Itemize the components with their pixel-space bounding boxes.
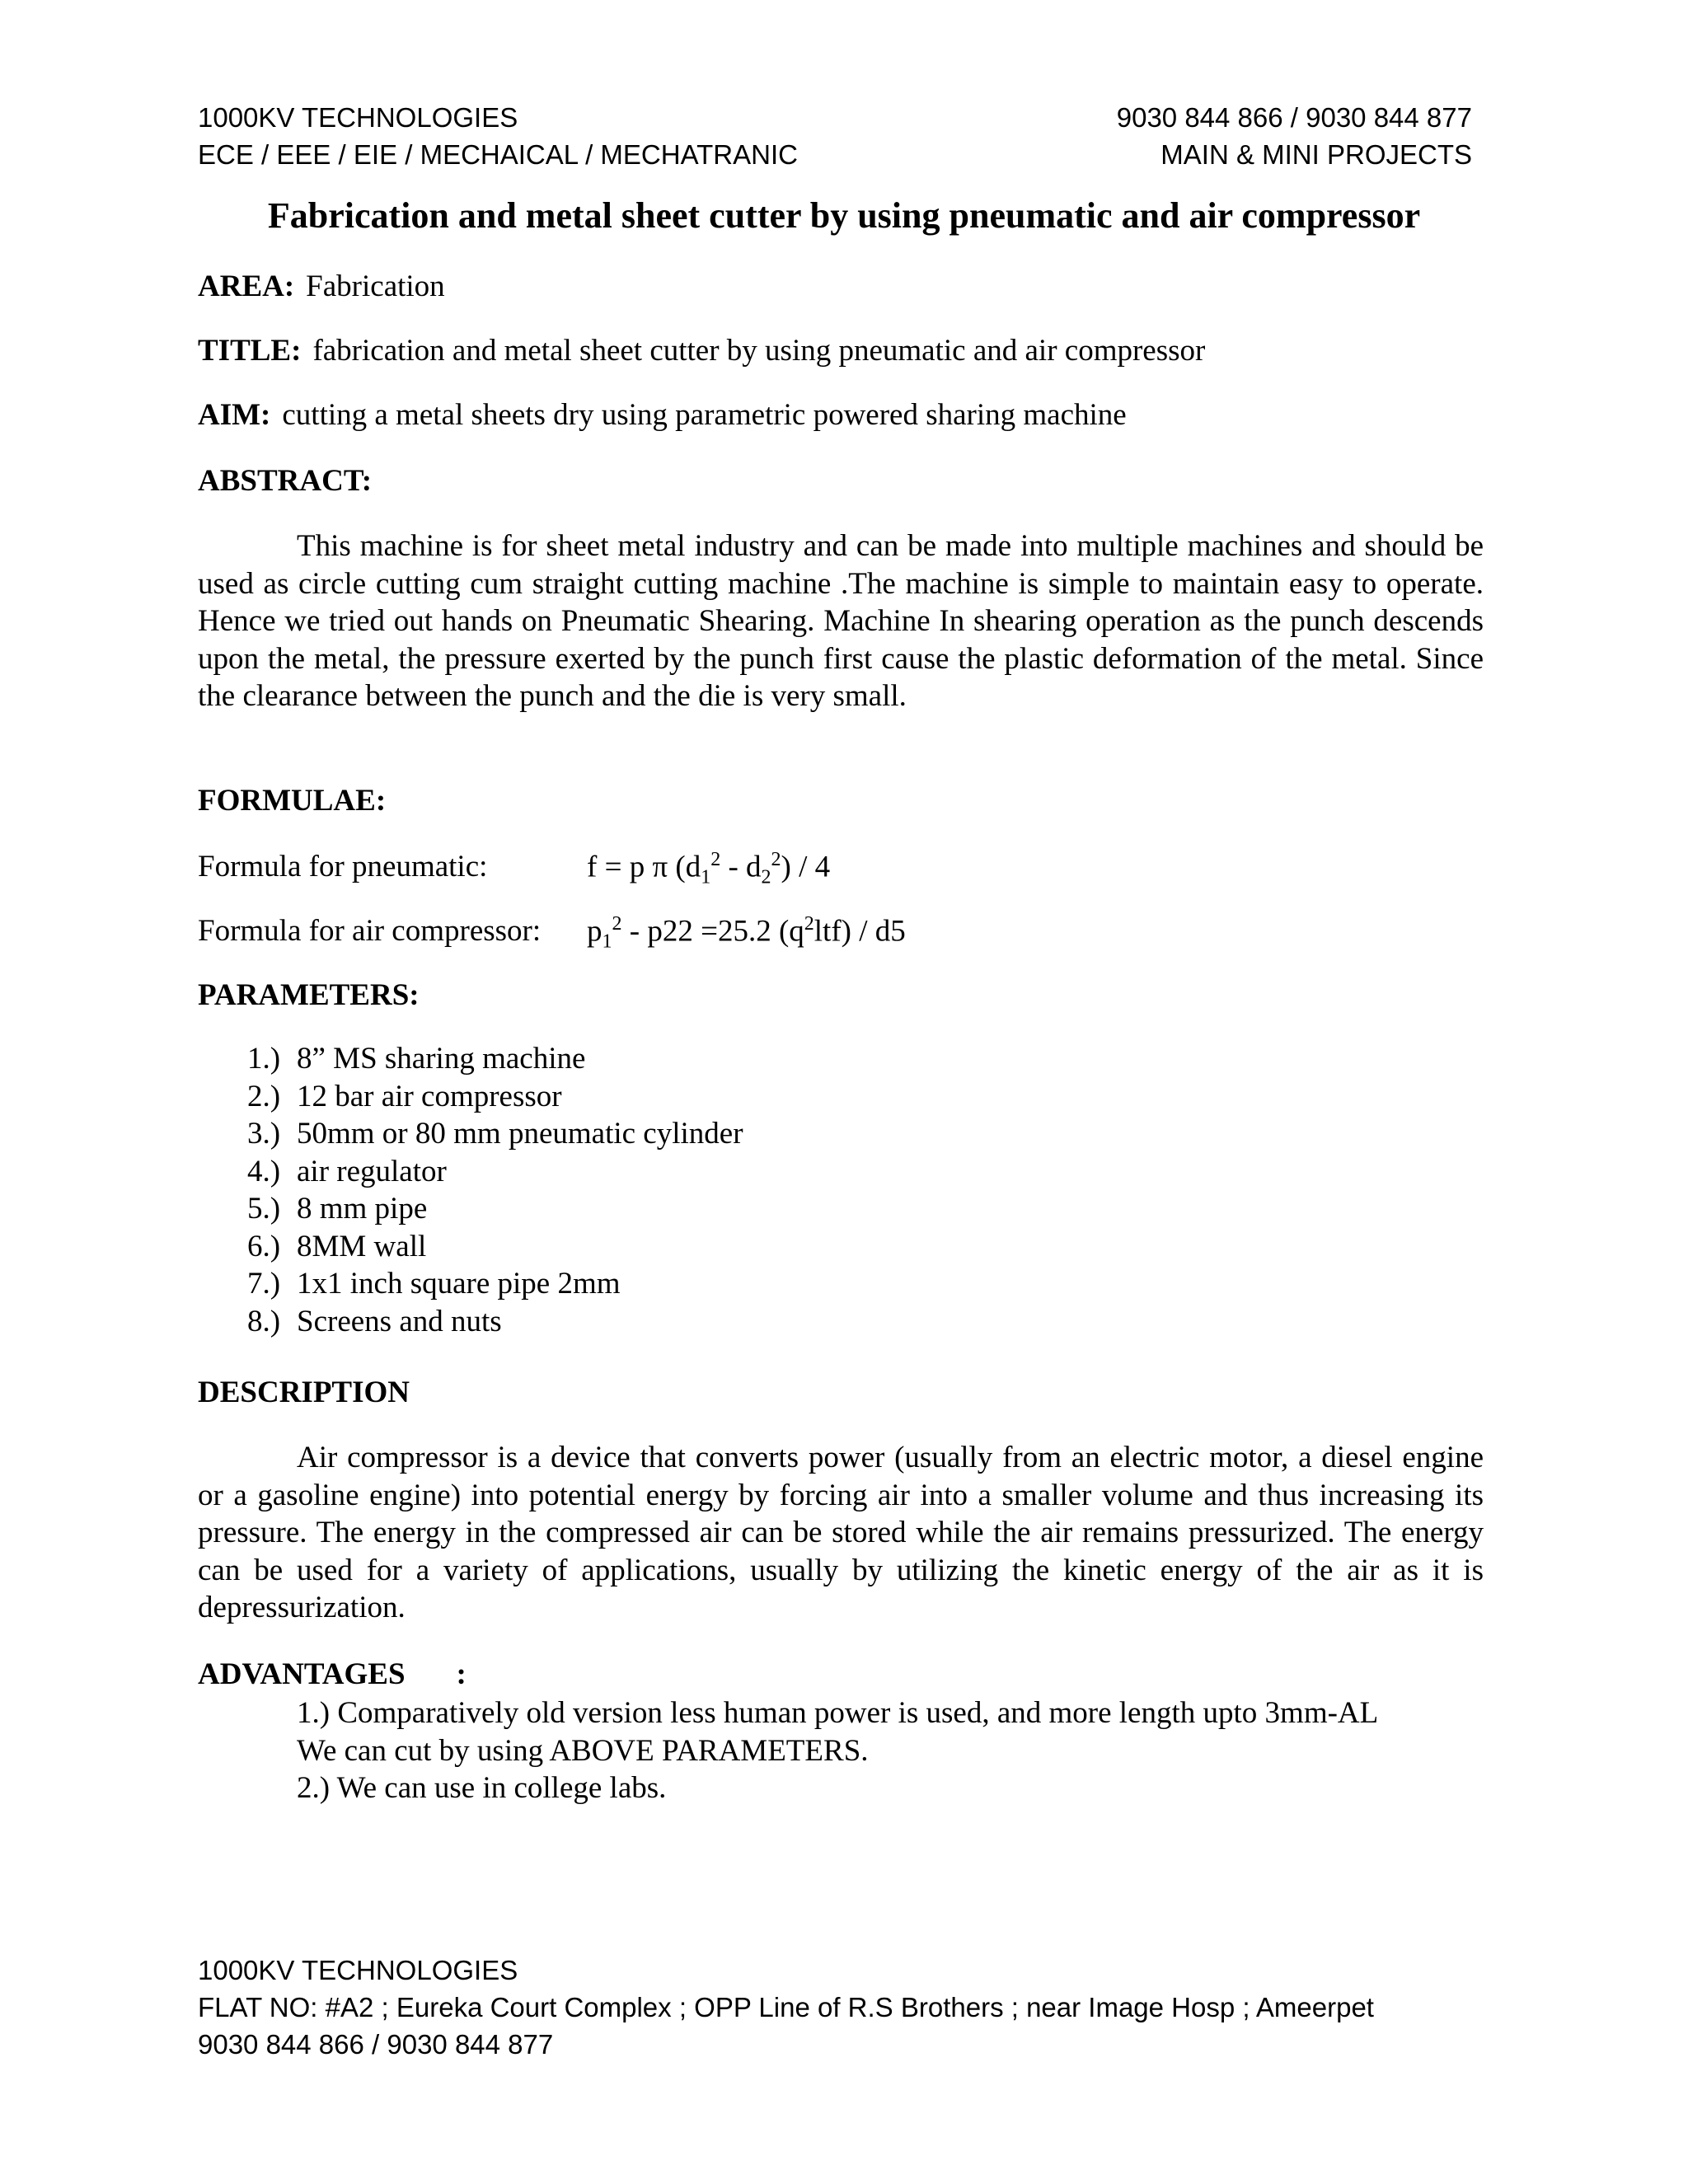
area-label: AREA: [198, 269, 295, 303]
header-branches: ECE / EEE / EIE / MECHAICAL / MECHATRANIC [198, 139, 798, 170]
formulae-heading: FORMULAE: [198, 784, 387, 818]
footer [198, 1952, 1374, 2063]
header-right [1117, 99, 1472, 173]
header-company: 1000KV TECHNOLOGIES [198, 102, 518, 133]
footer-phones: 9030 844 866 / 9030 844 877 [198, 2029, 554, 2060]
title-field [198, 333, 1205, 368]
advantage-line-3: 2.) We can use in college labs. [297, 1771, 667, 1805]
aim-label: AIM: [198, 398, 271, 432]
list-item: 4.) air regulator [247, 1154, 447, 1188]
description-text: Air compressor is a device that converts power (usually from an electric motor, a diesel engine or a gasoline engine) into potential energy by forcing air into a smaller volume and thus increasing its pressure. The energy in the compressed air can be stored while the air remains pressurized. The energy can be used for a variety of applications, usually by utilizing the kinetic energy of the air as it is depressurization. [198, 1441, 1484, 1624]
abstract-body [198, 527, 1484, 715]
list-item: 6.) 8MM wall [247, 1229, 427, 1263]
advantages-heading: ADVANTAGES : [198, 1657, 467, 1691]
abstract-heading: ABSTRACT: [198, 464, 373, 498]
list-item: 1.) 8” MS sharing machine [247, 1042, 586, 1076]
description-body [198, 1439, 1484, 1627]
list-item: 3.) 50mm or 80 mm pneumatic cylinder [247, 1117, 743, 1151]
area-value: Fabrication [306, 269, 445, 303]
formula-pneumatic-expression: f = p π $(d_1^2 - d_2^2) / 4$ [587, 849, 831, 888]
advantages-list [297, 1694, 1378, 1807]
aim-value: cutting a metal sheets dry using parametric powered sharing machine [282, 398, 1127, 432]
formula-compressor-expression: $p_1^2 - p22 =25.2$ $(q^2ltf) / d5$ [587, 913, 906, 953]
list-item: 2.) 12 bar air compressor [247, 1079, 562, 1113]
formula-pneumatic-label: Formula for pneumatic: [198, 850, 488, 883]
header-phones: 9030 844 866 / 9030 844 877 [1116, 102, 1472, 133]
list-item: 8.) Screens and nuts [247, 1304, 502, 1338]
document-title: Fabrication and metal sheet cutter by using pneumatic and air compressor [267, 195, 1421, 236]
list-item: 5.) 8 mm pipe [247, 1192, 428, 1226]
abstract-text: This machine is for sheet metal industry and can be made into multiple machines and should be used as circle cutting cum straight cutting machine .The machine is simple to maintain easy to operate. Hence we tried out hands on Pneumatic Shearing. Machine In shearing operation as the punch descends upon the metal, the pressure exerted by the punch first cause the plastic deformation of the metal. Since the clearance between the punch and the die is very small. [198, 529, 1484, 713]
list-item: 7.) 1x1 inch square pipe 2mm [247, 1267, 621, 1301]
description-heading: DESCRIPTION [198, 1376, 410, 1409]
advantage-line-2: We can cut by using ABOVE PARAMETERS. [297, 1733, 869, 1768]
parameters-list [247, 1040, 743, 1340]
header-left [198, 99, 798, 173]
title-value: fabrication and metal sheet cutter by using pneumatic and air compressor [312, 334, 1206, 368]
formula-compressor-label: Formula for air compressor: [198, 914, 542, 948]
footer-address: FLAT NO: #A2 ; Eureka Court Complex ; OPP Line of R.S Brothers ; near Image Hosp ; Ameerpet [198, 1992, 1374, 2022]
advantage-line-1: 1.) Comparatively old version less human power is used, and more length upto 3mm-AL [297, 1696, 1379, 1730]
header-projects: MAIN & MINI PROJECTS [1160, 139, 1472, 170]
title-label: TITLE: [198, 334, 302, 368]
parameters-heading: PARAMETERS: [198, 978, 420, 1012]
aim-field [198, 397, 1127, 433]
footer-company: 1000KV TECHNOLOGIES [198, 1955, 518, 1985]
area-field [198, 269, 445, 304]
